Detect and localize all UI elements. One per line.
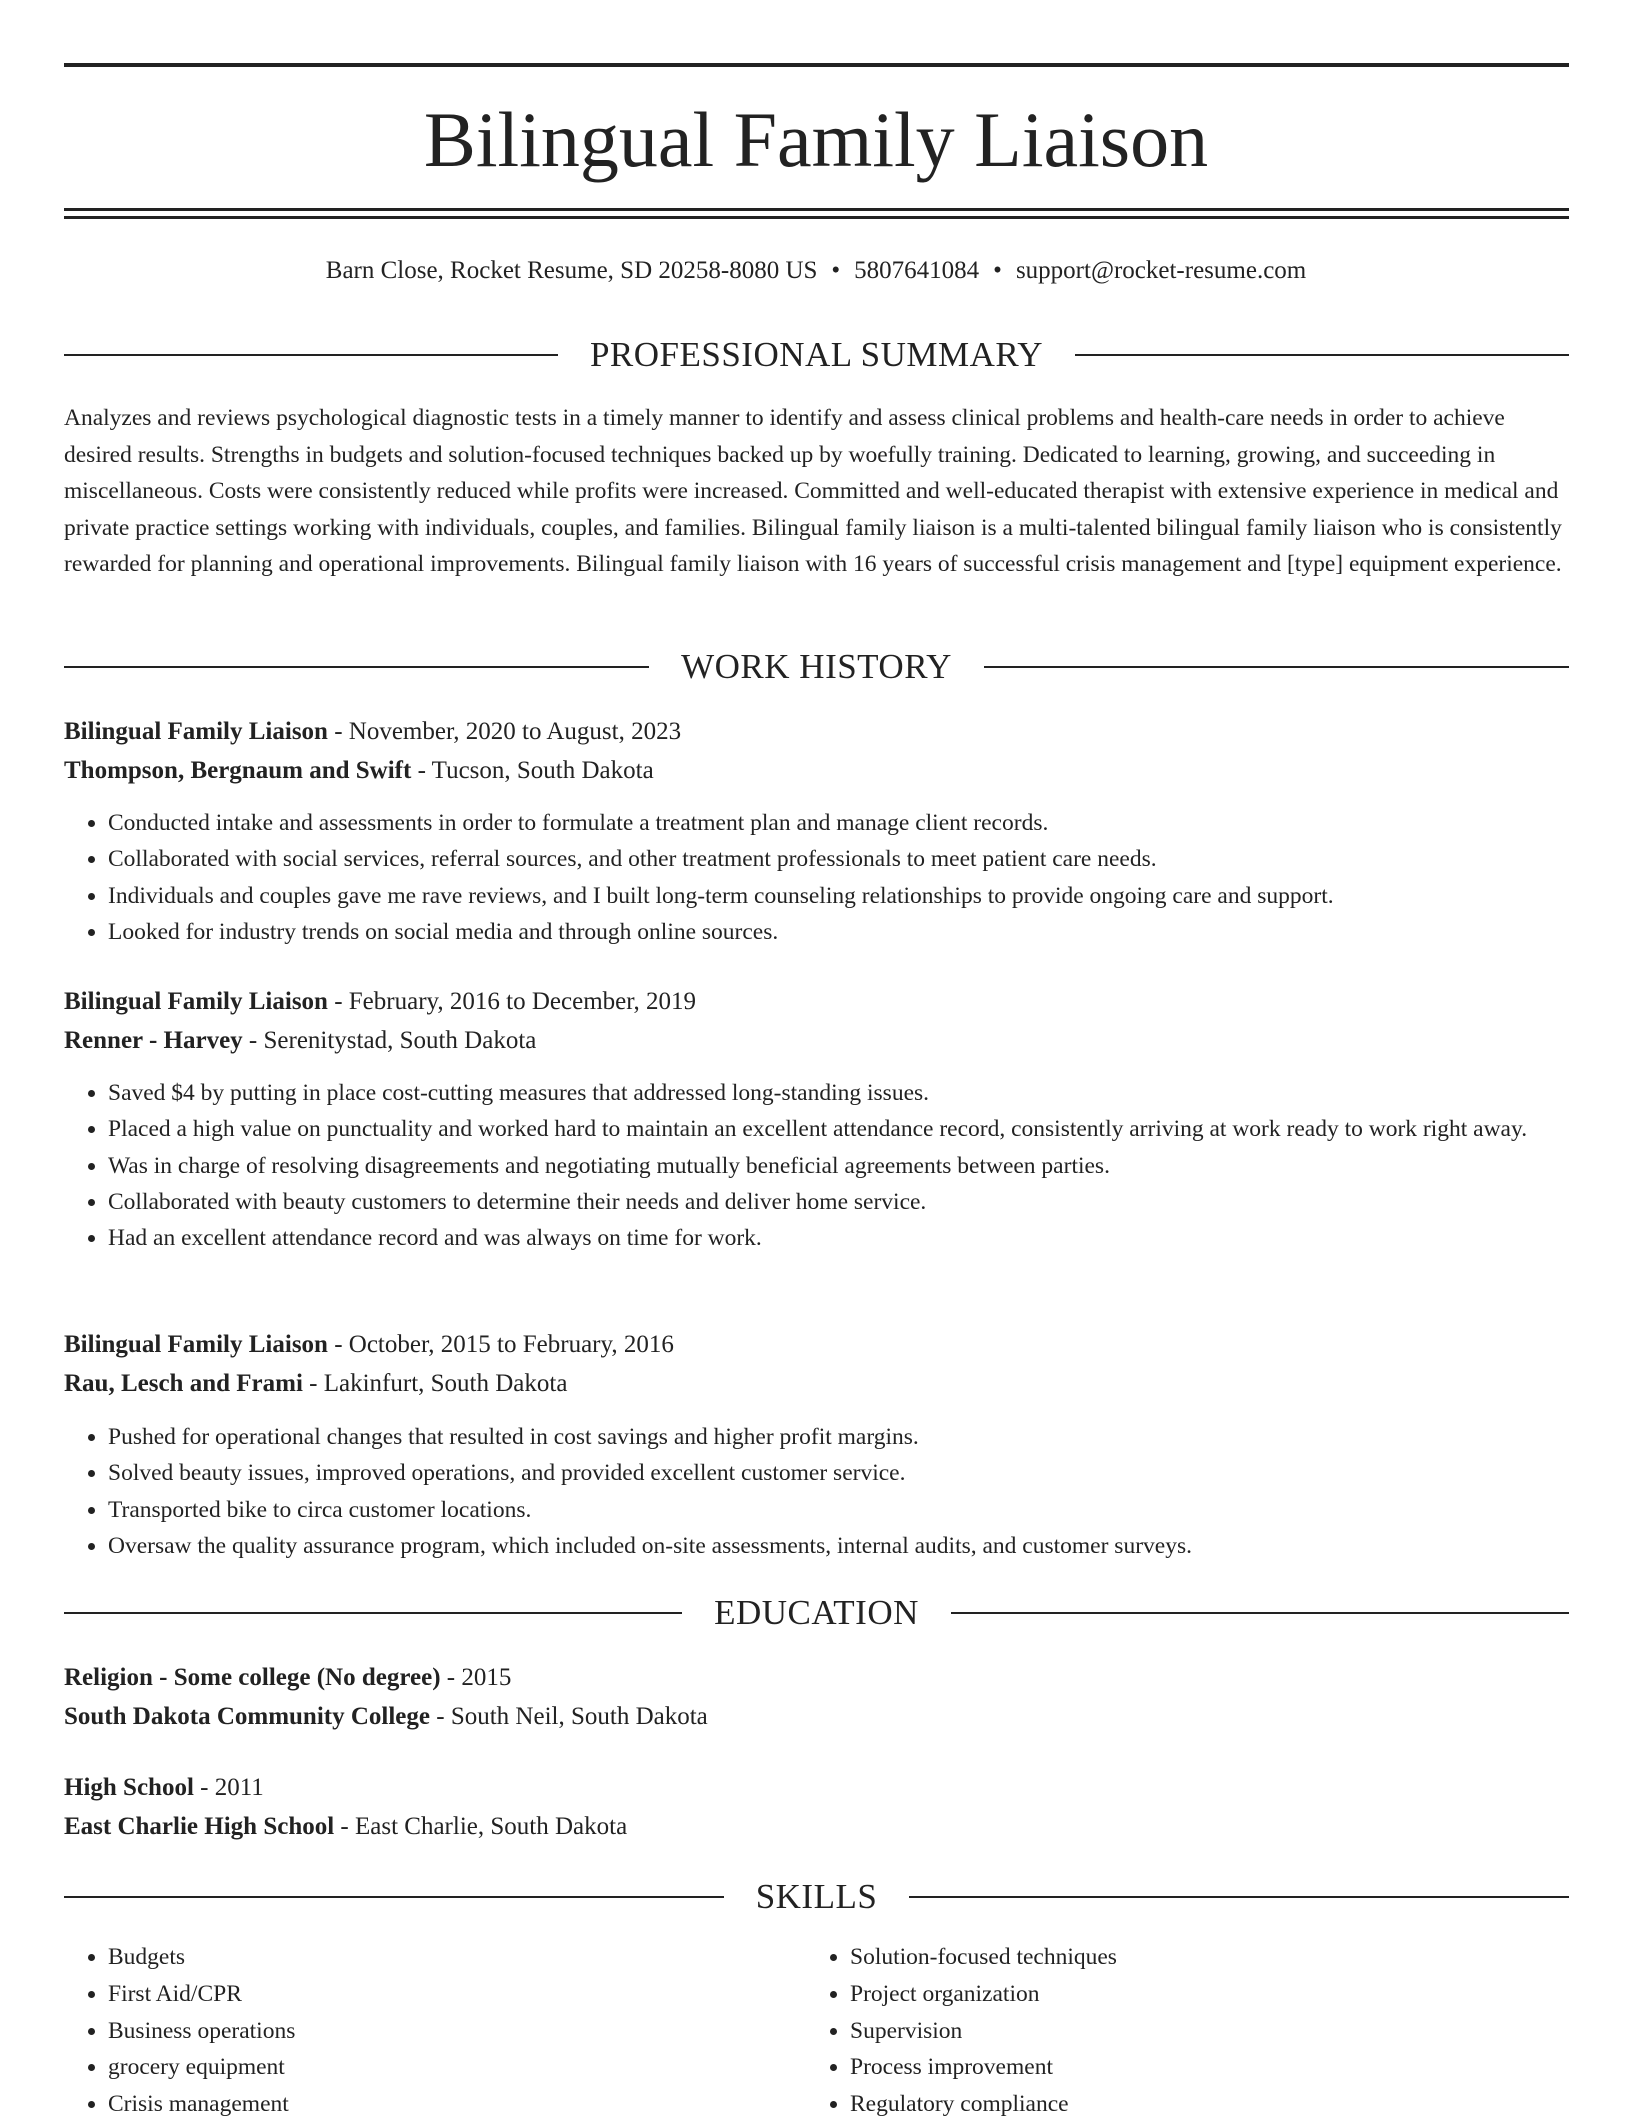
job-location: - Tucson, South Dakota (417, 757, 654, 784)
job-location: - Serenitystad, South Dakota (248, 1027, 537, 1054)
skill-item: • First Aid/CPR (108, 1976, 808, 2013)
job-role: Bilingual Family Liaison (64, 1331, 328, 1358)
contact-line (0, 254, 1632, 288)
contact-email[interactable]: support@rocket-resume.com (1015, 257, 1307, 284)
section-title: EDUCATION (714, 1593, 919, 1632)
education-year: - 2011 (200, 1774, 264, 1801)
skill-item: • Regulatory compliance (850, 2086, 1550, 2123)
job-bullets (64, 1419, 1613, 1564)
job-dates: - February, 2016 to December, 2019 (334, 988, 697, 1015)
heading-rule (951, 1612, 1569, 1614)
skill-item: • Project organization (850, 1976, 1550, 2013)
skill-item: • Budgets (108, 1939, 808, 1976)
heading-rule (64, 1612, 682, 1614)
heading-rule (64, 1896, 724, 1898)
education-year: - 2015 (446, 1664, 512, 1691)
job-bullet: • Oversaw the quality assurance program, which included on-site assessments, internal audits, and customer surveys. (108, 1528, 1613, 1564)
job-bullet: • Transported bike to circa customer locations. (108, 1492, 1613, 1528)
job-bullet: • Conducted intake and assessments in order to formulate a treatment plan and manage client records. (108, 805, 1613, 841)
contact-phone: 5807641084 (854, 257, 980, 284)
job-bullet: • Was in charge of resolving disagreements and negotiating mutually beneficial agreements between parties. (108, 1148, 1613, 1184)
job-dates: - October, 2015 to February, 2016 (334, 1331, 674, 1358)
job-company: Renner - Harvey (64, 1027, 243, 1054)
job-entry (64, 712, 1569, 790)
heading-rule (64, 666, 649, 668)
education-school: South Dakota Community College (64, 1703, 430, 1730)
skill-item: • Solution-focused techniques (850, 1939, 1550, 1976)
skill-item: • Process improvement (850, 2049, 1550, 2086)
job-entry (64, 982, 1569, 1060)
skills-list-left (64, 1939, 808, 2123)
job-bullet: • Solved beauty issues, improved operations, and provided excellent customer service. (108, 1455, 1613, 1491)
skill-item: • grocery equipment (108, 2049, 808, 2086)
job-bullet: • Saved $4 by putting in place cost-cutting measures that addressed long-standing issues. (108, 1075, 1613, 1111)
job-location: - Lakinfurt, South Dakota (309, 1370, 568, 1397)
section-title: WORK HISTORY (681, 647, 952, 686)
skills-list-right (806, 1939, 1550, 2123)
section-heading-skills (64, 1872, 1569, 1922)
heading-rule (64, 354, 558, 356)
heading-rule (984, 666, 1569, 668)
contact-separator: • (831, 257, 841, 284)
heading-rule (909, 1896, 1569, 1898)
education-degree: Religion - Some college (No degree) (64, 1664, 441, 1691)
job-bullet: • Had an excellent attendance record and was always on time for work. (108, 1220, 1613, 1256)
contact-separator: • (993, 257, 1002, 284)
job-bullet: • Pushed for operational changes that resulted in cost savings and higher profit margins. (108, 1419, 1613, 1455)
section-heading-education (64, 1588, 1569, 1638)
job-role: Bilingual Family Liaison (64, 718, 328, 745)
heading-rule (1075, 354, 1569, 356)
skill-item: • Crisis management (108, 2086, 808, 2123)
job-company: Thompson, Bergnaum and Swift (64, 757, 412, 784)
education-degree: High School (64, 1774, 194, 1801)
job-bullets (64, 1075, 1613, 1256)
candidate-name: Bilingual Family Liaison (423, 96, 1209, 183)
job-bullet: • Collaborated with beauty customers to determine their needs and deliver home service. (108, 1184, 1613, 1220)
skill-item: • Supervision (850, 2013, 1550, 2050)
header-top-rule (64, 63, 1569, 67)
section-title: PROFESSIONAL SUMMARY (589, 335, 1044, 374)
job-bullet: • Looked for industry trends on social media and through online sources. (108, 914, 1613, 950)
summary-text: Analyzes and reviews psychological diagnostic tests in a timely manner to identify and assess clinical problems and health-care needs in order to achieve desired results. Strengths in budgets and solution-focused techniques backed up by woefully training. Dedicated to learning, growing, and succeeding in miscellaneous. Costs were consistently reduced while profits were increased. Committed and well-educated therapist with extensive experience in medical and private practice settings working with individuals, couples, and families. Bilingual family liaison is a multi-talented bilingual family liaison who is consistently rewarded for planning and operational improvements. Bilingual family liaison with 16 years of successful crisis management and [type] equipment experience. (64, 405, 1562, 577)
job-bullet: • Collaborated with social services, referral sources, and other treatment professionals to meet patient care needs. (108, 841, 1613, 877)
section-heading-summary (64, 330, 1569, 380)
section-title: SKILLS (755, 1877, 878, 1916)
education-entry (64, 1658, 1569, 1736)
header-rule-lower (64, 216, 1569, 219)
job-company: Rau, Lesch and Frami (64, 1370, 303, 1397)
job-role: Bilingual Family Liaison (64, 988, 328, 1015)
job-entry (64, 1325, 1569, 1403)
education-school: East Charlie High School (64, 1813, 335, 1840)
skill-item: • Business operations (108, 2013, 808, 2050)
job-bullets (64, 805, 1613, 950)
education-location: - South Neil, South Dakota (436, 1703, 708, 1730)
contact-address: Barn Close, Rocket Resume, SD 20258-8080 US (325, 257, 818, 284)
header-rule-upper (64, 208, 1569, 211)
job-bullet: • Placed a high value on punctuality and worked hard to maintain an excellent attendance record, consistently arriving at work ready to work right away. (108, 1111, 1613, 1147)
section-heading-work-history (64, 642, 1569, 692)
education-location: - East Charlie, South Dakota (340, 1813, 628, 1840)
job-dates: - November, 2020 to August, 2023 (334, 718, 682, 745)
job-bullet: • Individuals and couples gave me rave reviews, and I built long-term counseling relationships to provide ongoing care and support. (108, 878, 1613, 914)
education-entry (64, 1768, 1569, 1846)
